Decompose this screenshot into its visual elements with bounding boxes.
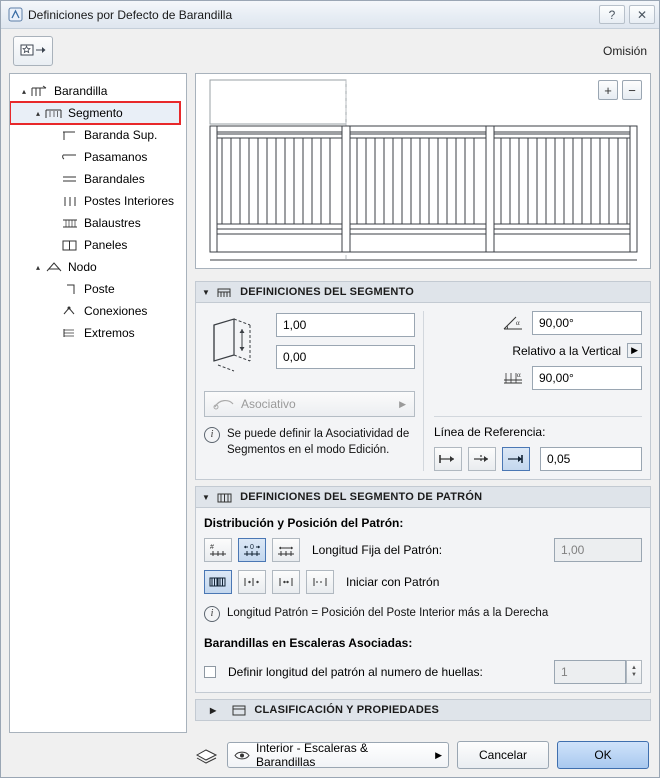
railing-preview[interactable]: [195, 73, 651, 269]
tree-item-extremos[interactable]: [10, 322, 186, 344]
zoom-out-button[interactable]: −: [622, 80, 642, 100]
classification-section-icon: [230, 704, 248, 717]
connections-icon: [60, 303, 80, 319]
navigation-tree-panel: [9, 73, 187, 733]
fixed-length-field[interactable]: 1,00: [554, 538, 642, 562]
treads-checkbox[interactable]: [204, 666, 216, 678]
tree-item-label: Nodo: [68, 260, 97, 274]
handrail-icon: [60, 149, 80, 165]
segment-icon: [44, 105, 64, 121]
align-left-icon[interactable]: [238, 570, 266, 594]
start-pattern-icon[interactable]: [204, 570, 232, 594]
tree-item-label: Barandilla: [54, 84, 108, 98]
pattern-section-header[interactable]: [195, 486, 651, 508]
segment-section-header[interactable]: [195, 281, 651, 303]
app-icon: [7, 7, 23, 23]
segment-height-field[interactable]: 1,00: [276, 313, 415, 337]
help-button[interactable]: ?: [599, 5, 625, 24]
dialog-body: [1, 73, 659, 733]
ok-button[interactable]: OK: [557, 741, 649, 769]
layer-arrow-icon[interactable]: ▶: [435, 749, 442, 760]
fixed-length-icon[interactable]: [238, 538, 266, 562]
align-right-icon[interactable]: [306, 570, 334, 594]
toolbar: [1, 29, 659, 73]
tree-item-balaustres[interactable]: [10, 212, 186, 234]
pattern-info-text: Longitud Patrón = Posición del Poste Interior más a la Derecha: [227, 607, 549, 619]
tree-item-postes-interiores[interactable]: [10, 190, 186, 212]
svg-text:α: α: [516, 319, 520, 327]
tree-item-label: Postes Interiores: [84, 194, 175, 208]
associative-button[interactable]: [204, 391, 415, 417]
post-icon: [60, 281, 80, 297]
tree-item-poste[interactable]: [10, 278, 186, 300]
classification-section-title: CLASIFICACIÓN Y PROPIEDADES: [254, 704, 440, 716]
railing-icon: [30, 83, 50, 99]
associative-icon: [213, 398, 235, 410]
count-icon[interactable]: [204, 538, 232, 562]
segment-panel: [195, 303, 651, 480]
layer-combo[interactable]: [227, 742, 449, 768]
layer-label: Interior - Escaleras & Barandillas: [256, 741, 369, 769]
navigation-tree[interactable]: [10, 74, 186, 344]
angle-horizontal-icon: [502, 314, 526, 332]
reference-line-label: Línea de Referencia:: [434, 425, 546, 439]
tree-expand-arrow-icon[interactable]: ▴: [35, 262, 40, 272]
treads-stepper[interactable]: ▲ ▼: [626, 660, 642, 684]
stairs-label: Barandillas en Escaleras Asociadas:: [204, 636, 413, 650]
ref-right-icon[interactable]: [502, 447, 530, 471]
ref-left-icon[interactable]: [434, 447, 462, 471]
associative-arrow-icon[interactable]: ▶: [399, 398, 406, 409]
dialog-footer: [1, 733, 659, 777]
tree-item-baranda-sup[interactable]: [10, 124, 186, 146]
classification-collapse-triangle-icon[interactable]: ▶: [210, 705, 217, 715]
relative-vertical-arrow-icon[interactable]: ▶: [627, 343, 642, 358]
node-icon: [44, 259, 64, 275]
start-with-pattern-label: Iniciar con Patrón: [346, 575, 440, 589]
favorites-button[interactable]: [13, 36, 53, 66]
tree-item-label: Segmento: [68, 106, 123, 120]
tree-expand-arrow-icon[interactable]: ▴: [21, 86, 26, 96]
info-icon: i: [204, 427, 220, 443]
tree-item-barandales[interactable]: [10, 168, 186, 190]
associative-label: Asociativo: [241, 397, 296, 411]
svg-text:α: α: [517, 371, 521, 379]
balusters-icon: [60, 215, 80, 231]
pattern-info-note: [204, 606, 642, 622]
segment-section-title: DEFINICIONES DEL SEGMENTO: [240, 286, 415, 298]
align-center-icon[interactable]: [272, 570, 300, 594]
rail-icon: [60, 171, 80, 187]
close-button[interactable]: ✕: [629, 5, 655, 24]
treads-checkbox-label: Definir longitud del patrón al numero de huellas:: [228, 665, 483, 679]
angle1-field[interactable]: 90,00°: [532, 311, 642, 335]
tree-item-segmento[interactable]: [10, 102, 180, 124]
classification-section-header[interactable]: [195, 699, 651, 721]
omission-label: Omisión: [602, 44, 647, 58]
tree-item-label: Paneles: [84, 238, 128, 252]
distribution-label: Distribución y Posición del Patrón:: [204, 516, 404, 530]
relative-vertical-label: Relativo a la Vertical: [512, 343, 622, 358]
pattern-collapse-triangle-icon[interactable]: ▼: [202, 492, 211, 502]
window-title: Definiciones por Defecto de Barandilla: [28, 7, 233, 22]
treads-count-field[interactable]: 1: [554, 660, 626, 684]
tree-item-label: Barandales: [84, 172, 145, 186]
tree-item-label: Conexiones: [84, 304, 148, 318]
svg-text:#: #: [210, 544, 214, 551]
title-bar: [1, 1, 659, 29]
pattern-section-icon: [216, 491, 234, 504]
ref-middle-icon[interactable]: [468, 447, 496, 471]
pattern-panel: [195, 508, 651, 693]
associative-note-text: Se puede definir la Asociatividad de Segmentos en el modo Edición.: [227, 428, 410, 456]
eye-icon: [234, 750, 250, 761]
favorites-star-icon: [19, 41, 47, 61]
preview-drawing: [196, 74, 651, 268]
reference-value-field[interactable]: 0,05: [540, 447, 642, 471]
info-icon: i: [204, 606, 220, 622]
segment-right-col: [423, 311, 642, 471]
panels-icon: [60, 237, 80, 253]
settings-scroll-area[interactable]: [195, 275, 651, 733]
tree-item-barandilla[interactable]: [10, 80, 186, 102]
pattern-section-title: DEFINICIONES DEL SEGMENTO DE PATRÓN: [240, 491, 483, 503]
cancel-button[interactable]: Cancelar: [457, 741, 549, 769]
angle-vertical-icon: [502, 369, 526, 387]
tree-item-label: Extremos: [84, 326, 135, 340]
tree-item-paneles[interactable]: [10, 234, 186, 256]
flexible-icon[interactable]: [272, 538, 300, 562]
content-area: [195, 73, 651, 733]
layer-icon[interactable]: [195, 746, 219, 764]
segment-geometry-icon: [204, 311, 266, 377]
svg-text:0: 0: [250, 544, 254, 551]
angle2-field[interactable]: 90,00°: [532, 366, 642, 390]
segment-offset-field[interactable]: 0,00: [276, 345, 415, 369]
tree-item-label: Poste: [84, 282, 115, 296]
inner-posts-icon: [60, 193, 80, 209]
tree-expand-arrow-icon[interactable]: ▴: [35, 108, 40, 118]
tree-item-label: Baranda Sup.: [84, 128, 158, 142]
tree-item-label: Balaustres: [84, 216, 141, 230]
handrail-top-icon: [60, 127, 80, 143]
segment-section-icon: [216, 286, 234, 299]
tree-item-nodo[interactable]: [10, 256, 186, 278]
associative-note: [204, 427, 415, 458]
collapse-triangle-icon[interactable]: ▼: [202, 287, 211, 297]
tree-item-label: Pasamanos: [84, 150, 148, 164]
tree-item-pasamanos[interactable]: [10, 146, 186, 168]
fixed-length-label: Longitud Fija del Patrón:: [312, 543, 443, 557]
tree-item-conexiones[interactable]: [10, 300, 186, 322]
ends-icon: [60, 325, 80, 341]
segment-left-col: [204, 311, 423, 471]
zoom-in-button[interactable]: +: [598, 80, 618, 100]
